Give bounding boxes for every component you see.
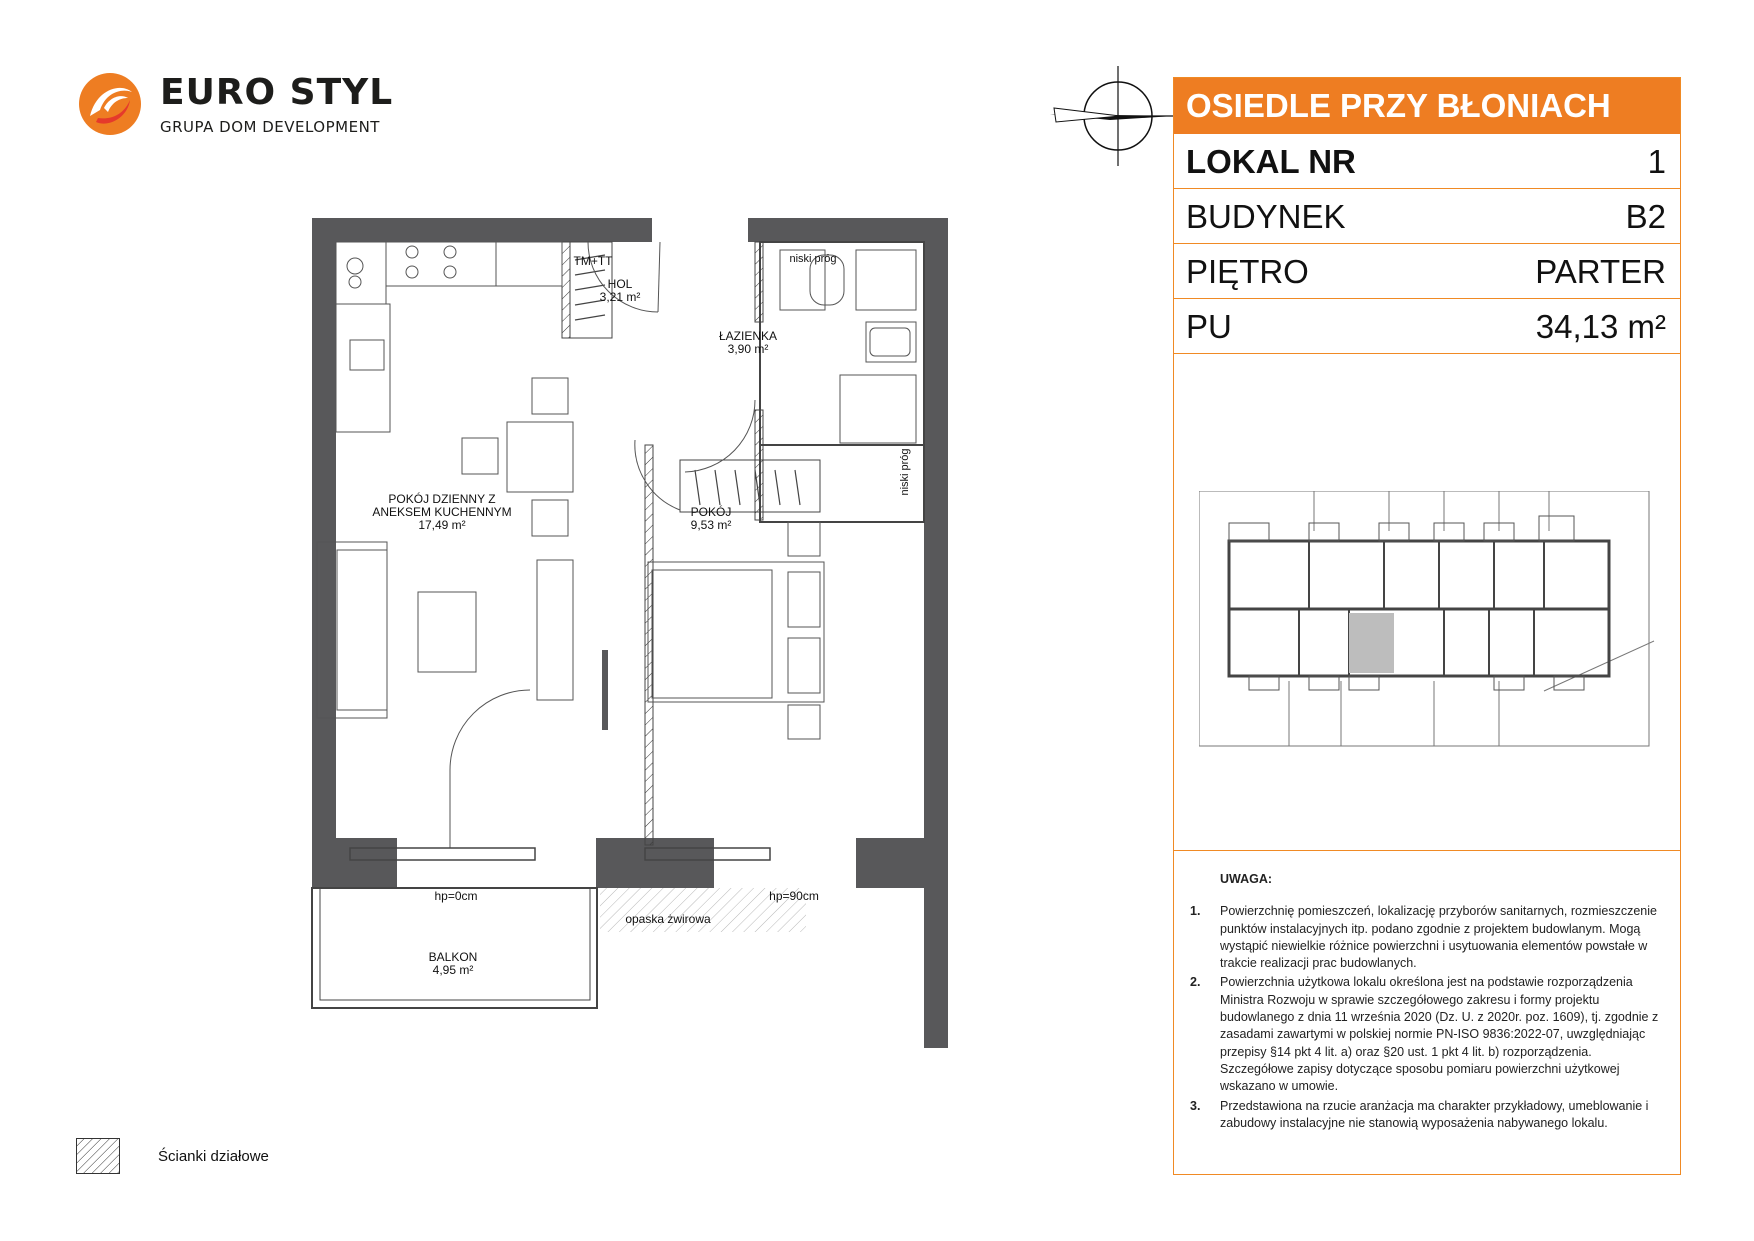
note-number: 1.: [1190, 904, 1201, 919]
note-item: [1190, 1098, 1665, 1133]
info-key: LOKAL NR: [1186, 143, 1356, 180]
estate-name: OSIEDLE PRZY BŁONIACH: [1174, 78, 1680, 134]
info-value: B2: [1625, 198, 1666, 235]
note-text: Powierzchnię pomieszczeń, lokalizację przyborów sanitarnych, rozmieszczenie punktów instalacyjnych itp. podano zgodnie z projektem budowlanym. Mogą wystąpić niewielkie różnice powierzchni i usytuowania elementów powstałe w trakcie realizacji prac budowlanych.: [1220, 904, 1657, 971]
room-hol-name: HOL: [607, 277, 633, 291]
info-row-pu: [1174, 299, 1680, 354]
info-key: PU: [1186, 308, 1232, 345]
apartment-info-panel: [1173, 77, 1681, 1175]
note-item: [1190, 974, 1665, 1095]
info-row-pietro: [1174, 244, 1680, 299]
gravel-strip-label: opaska żwirowa: [625, 912, 711, 926]
floor-key-plan: [1199, 491, 1659, 751]
info-row-lokal: [1174, 134, 1680, 189]
floor-plan: [300, 210, 960, 1050]
note-text: Przedstawiona na rzucie aranżacja ma charakter przykładowy, umeblowanie i zabudowy instalacyjne nie stanowią wyposażenia nabywanego lokalu.: [1220, 1098, 1649, 1130]
logo-name: EURO STYL: [160, 72, 394, 113]
room-balcony-area: 4,95 m²: [432, 963, 474, 977]
info-value: 1: [1647, 143, 1666, 180]
info-value: 34,13 m²: [1535, 308, 1666, 345]
room-living-area: 17,49 m²: [418, 518, 466, 532]
room-bathroom-name: ŁAZIENKA: [718, 329, 778, 343]
note-item: [1190, 903, 1665, 972]
info-row-budynek: [1174, 189, 1680, 244]
low-threshold-label: niski próg: [789, 253, 837, 265]
note-text: Powierzchnia użytkowa lokalu określona jest na podstawie rozporządzenia Ministra Rozwoju w sprawie szczegółowego zakresu i formy projektu budowlanego z dnia 11 września 2020 (Dz. U. z 2020r. poz. 1609), tj. zgodnie z zasadami zawartymi w polskiej normie PN-ISO 9836:2022-07, uwzględniając przepisy §14 pkt 4 lit. a) oraz §20 ust. 1 pkt 4 lit. b) rozporządzenia. Szczegółowe zapisy dotyczące sposobu pomiaru powierzchni użytkowej wskazano w umowie.: [1220, 975, 1659, 1094]
threshold-label-window: hp=90cm: [769, 889, 819, 903]
wardrobe-label: TM+TT: [573, 254, 613, 268]
euro-styl-logo-icon: [76, 70, 144, 138]
room-living-name2: ANEKSEM KUCHENNYM: [372, 505, 512, 519]
company-logo: [76, 70, 406, 140]
note-number: 2.: [1190, 975, 1201, 990]
north-arrow-icon: [1050, 64, 1180, 168]
highlighted-unit: [1349, 613, 1394, 673]
threshold-label-balcony: hp=0cm: [434, 889, 478, 903]
info-key: PIĘTRO: [1186, 253, 1309, 290]
room-bedroom-area: 9,53 m²: [690, 518, 732, 532]
room-balcony-name: BALKON: [428, 950, 478, 964]
room-bathroom-area: 3,90 m²: [727, 342, 769, 356]
low-threshold-side-label: niski próg: [899, 448, 911, 496]
notes-divider: [1174, 850, 1680, 851]
room-living-name: POKÓJ DZIENNY Z: [388, 492, 496, 506]
logo-subtitle: GRUPA DOM DEVELOPMENT: [160, 118, 380, 136]
room-hol-area: 3,21 m²: [599, 290, 641, 304]
legend: [76, 1138, 376, 1178]
room-bedroom-name: POKÓJ: [690, 505, 732, 519]
notes-section: [1190, 871, 1665, 1134]
notes-title: UWAGA:: [1220, 872, 1273, 886]
legend-label: Ścianki działowe: [158, 1148, 269, 1165]
info-value: PARTER: [1535, 253, 1666, 290]
info-key: BUDYNEK: [1186, 198, 1346, 235]
note-number: 3.: [1190, 1098, 1201, 1113]
hatch-pattern-icon: [76, 1138, 120, 1174]
